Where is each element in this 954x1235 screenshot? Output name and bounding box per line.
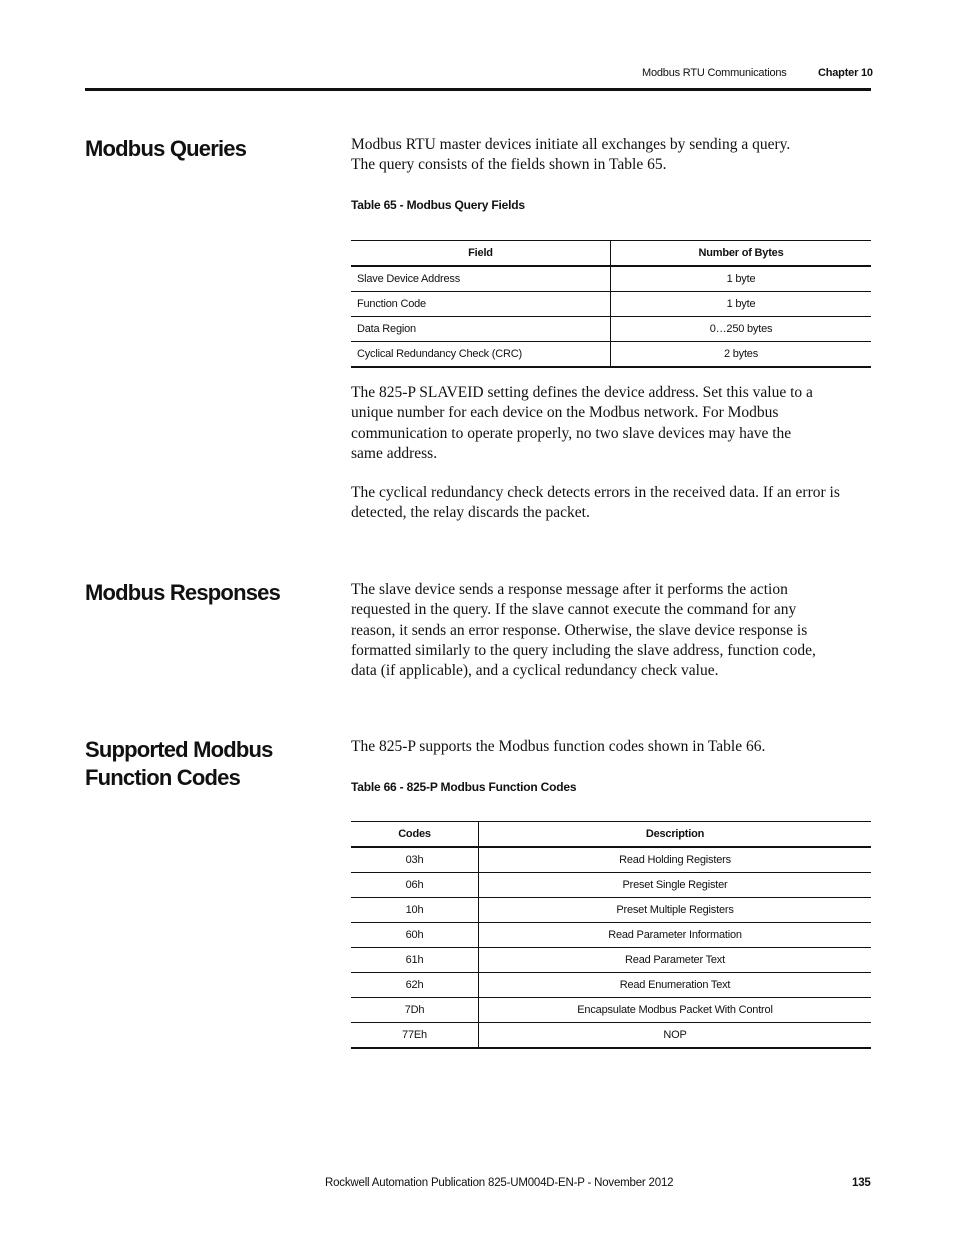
code-cell: 03h bbox=[351, 847, 479, 873]
description-cell: Preset Multiple Registers bbox=[479, 898, 872, 923]
footer-publication: Rockwell Automation Publication 825-UM004D-EN-P - November 2012 bbox=[325, 1177, 674, 1189]
table-row bbox=[351, 998, 871, 1023]
section-title-function-codes-line1: Supported Modbus bbox=[85, 737, 273, 762]
slaveid-paragraph: The 825-P SLAVEID setting defines the device address. Set this value to a unique number for each device on the Modbus network. For Modbus communication to operate properly, no two slave devices may have the same address. bbox=[351, 384, 813, 462]
field-cell: Function Code bbox=[351, 292, 611, 317]
table-65-caption: Table 65 - Modbus Query Fields bbox=[351, 198, 525, 212]
column-header-number-of-bytes: Number of Bytes bbox=[611, 241, 872, 267]
crc-paragraph: The cyclical redundancy check detects errors in the received data. If an error is detected, the relay discards the packet. bbox=[351, 484, 840, 522]
field-cell: Cyclical Redundancy Check (CRC) bbox=[351, 342, 611, 368]
column-header-field: Field bbox=[351, 241, 611, 267]
description-cell: Preset Single Register bbox=[479, 873, 872, 898]
code-cell: 62h bbox=[351, 973, 479, 998]
section-title-function-codes-line2: Function Codes bbox=[85, 765, 241, 790]
bytes-cell: 0…250 bytes bbox=[611, 317, 872, 342]
code-cell: 06h bbox=[351, 873, 479, 898]
table-65-query-fields bbox=[351, 240, 871, 368]
table-row bbox=[351, 317, 871, 342]
table-66-function-codes bbox=[351, 821, 871, 1049]
table-row bbox=[351, 266, 871, 292]
table-row bbox=[351, 873, 871, 898]
section-title-modbus-responses: Modbus Responses bbox=[85, 580, 281, 605]
table-row bbox=[351, 342, 871, 368]
table-row bbox=[351, 973, 871, 998]
code-cell: 61h bbox=[351, 948, 479, 973]
description-cell: Read Holding Registers bbox=[479, 847, 872, 873]
description-cell: NOP bbox=[479, 1023, 872, 1049]
table-header-row bbox=[351, 822, 871, 848]
field-cell: Slave Device Address bbox=[351, 266, 611, 292]
table-row bbox=[351, 292, 871, 317]
table-66-caption: Table 66 - 825-P Modbus Function Codes bbox=[351, 780, 577, 794]
table-header-row bbox=[351, 241, 871, 267]
column-header-codes: Codes bbox=[351, 822, 479, 848]
code-cell: 10h bbox=[351, 898, 479, 923]
bytes-cell: 2 bytes bbox=[611, 342, 872, 368]
description-cell: Read Parameter Information bbox=[479, 923, 872, 948]
bytes-cell: 1 byte bbox=[611, 266, 872, 292]
table-row bbox=[351, 898, 871, 923]
code-cell: 60h bbox=[351, 923, 479, 948]
section-title-modbus-queries: Modbus Queries bbox=[85, 136, 247, 161]
field-cell: Data Region bbox=[351, 317, 611, 342]
description-cell: Read Parameter Text bbox=[479, 948, 872, 973]
responses-paragraph: The slave device sends a response message after it performs the action requested in the query. If the slave cannot execute the command for any reason, it sends an error response. Otherwise, the slave device response is formatted similarly to the query including the slave address, function code, data (if applicable), and a cyclical redundancy check value. bbox=[351, 581, 816, 680]
header-rule bbox=[85, 88, 871, 91]
running-header-section: Modbus RTU Communications bbox=[642, 67, 787, 79]
table-row bbox=[351, 847, 871, 873]
table-row bbox=[351, 923, 871, 948]
bytes-cell: 1 byte bbox=[611, 292, 872, 317]
description-cell: Read Enumeration Text bbox=[479, 973, 872, 998]
table-row bbox=[351, 1023, 871, 1049]
function-codes-intro-paragraph: The 825-P supports the Modbus function codes shown in Table 66. bbox=[351, 738, 766, 755]
table-row bbox=[351, 948, 871, 973]
running-header-chapter: Chapter 10 bbox=[818, 67, 873, 79]
code-cell: 77Eh bbox=[351, 1023, 479, 1049]
description-cell: Encapsulate Modbus Packet With Control bbox=[479, 998, 872, 1023]
column-header-description: Description bbox=[479, 822, 872, 848]
code-cell: 7Dh bbox=[351, 998, 479, 1023]
page-number: 135 bbox=[852, 1177, 871, 1189]
queries-intro-paragraph: Modbus RTU master devices initiate all exchanges by sending a query. The query consists of the fields shown in Table 65. bbox=[351, 136, 791, 174]
